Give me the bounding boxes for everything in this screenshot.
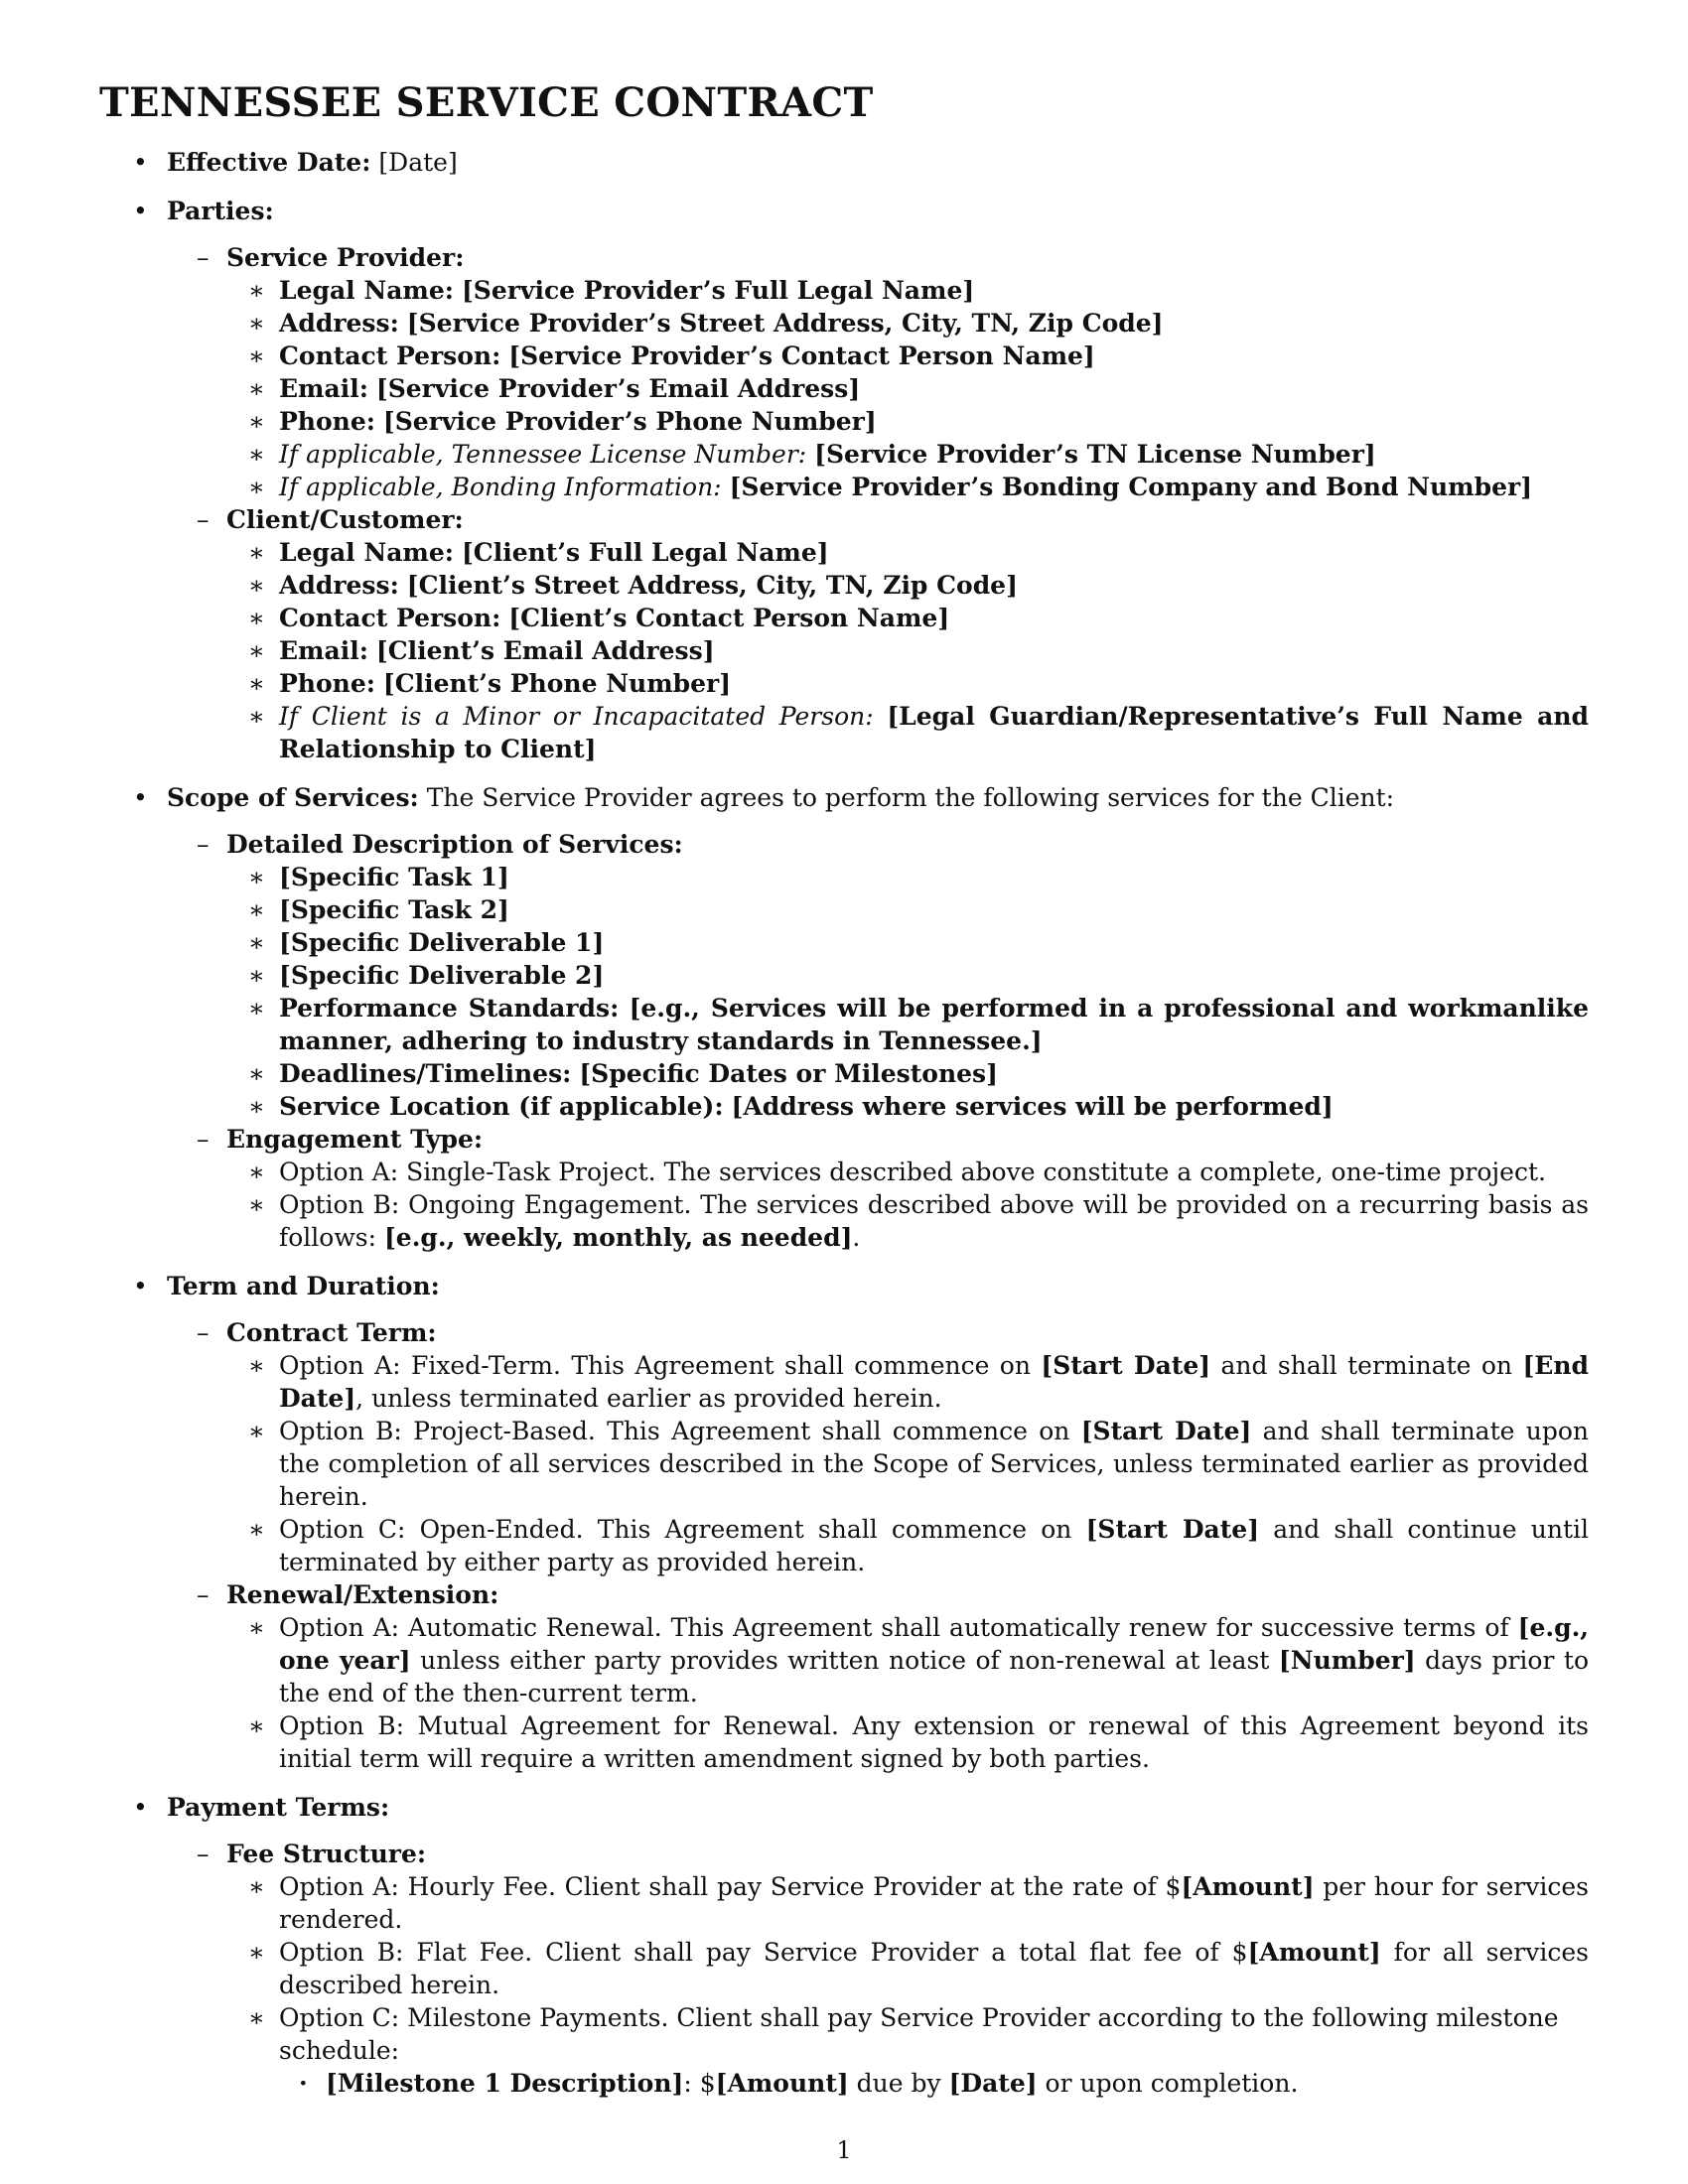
scope-heading: Scope of Services: — [167, 783, 419, 812]
service-provider-group — [167, 241, 1589, 503]
performance-standards: ∗ Performance Standards: [e.g., Services will be performed in a professional and workmanlike manner, adhering to industry standards in Tennessee.] — [226, 992, 1589, 1057]
effective-date-value: [Date] — [378, 148, 458, 177]
engagement-type-group — [167, 1123, 1589, 1254]
renewal-group — [167, 1578, 1589, 1775]
term-heading: Term and Duration: — [167, 1272, 440, 1300]
fee-structure-heading: Fee Structure: — [226, 1840, 427, 1868]
fee-option-c: ∗ Option C: Milestone Payments. Client shall pay Service Provider according to the following milestone schedule: · [Milestone 1 Description]: $[Amount] due by [Date] or upon completion. — [226, 2001, 1589, 2100]
fee-option-a: ∗ Option A: Hourly Fee. Client shall pay Service Provider at the rate of $[Amount] per hour for services rendered. — [226, 1870, 1589, 1936]
service-location: ∗ Service Location (if applicable): [Address where services will be performed] — [226, 1090, 1589, 1123]
parties-section — [99, 195, 1589, 765]
engagement-option-b: ∗ Option B: Ongoing Engagement. The services described above will be provided on a recurring basis as follows: [e.g., weekly, monthly, as needed]. — [226, 1188, 1589, 1254]
client-contact: ∗ Contact Person: [Client’s Contact Person Name] — [226, 602, 1589, 634]
term-option-a: ∗ Option A: Fixed-Term. This Agreement shall commence on [Start Date] and shall terminate on [End Date], unless terminated earlier as provided herein. — [226, 1349, 1589, 1415]
client-phone: ∗ Phone: [Client’s Phone Number] — [226, 667, 1589, 700]
provider-bonding: ∗ If applicable, Bonding Information: [Service Provider’s Bonding Company and Bond Number] — [226, 471, 1589, 503]
client-guardian: ∗ If Client is a Minor or Incapacitated Person: [Legal Guardian/Representative’s Full Name and Relationship to Client] — [226, 700, 1589, 765]
term-section — [99, 1270, 1589, 1775]
milestone-1: · [Milestone 1 Description]: $[Amount] due by [Date] or upon completion. — [279, 2067, 1589, 2100]
engagement-option-a: ∗ Option A: Single-Task Project. The services described above constitute a complete, one-time project. — [226, 1156, 1589, 1188]
payment-heading: Payment Terms: — [167, 1793, 390, 1822]
parties-heading: Parties: — [167, 197, 274, 225]
provider-legal-name: ∗ Legal Name: [Service Provider’s Full Legal Name] — [226, 274, 1589, 307]
renewal-option-b: ∗ Option B: Mutual Agreement for Renewal. Any extension or renewal of this Agreement beyond its initial term will require a written amendment signed by both parties. — [226, 1709, 1589, 1775]
service-provider-heading: Service Provider: — [226, 243, 465, 272]
renewal-option-a: ∗ Option A: Automatic Renewal. This Agreement shall automatically renew for successive terms of [e.g., one year] unless either party provides written notice of non-renewal at least [Number] days prior to the end of the then-current term. — [226, 1611, 1589, 1709]
term-option-c: ∗ Option C: Open-Ended. This Agreement shall commence on [Start Date] and shall continue until terminated by either party as provided herein. — [226, 1513, 1589, 1578]
engagement-type-heading: Engagement Type: — [226, 1125, 484, 1154]
fee-structure-group — [167, 1838, 1589, 2100]
contract-sections — [99, 146, 1589, 2100]
specific-deliverable-1: ∗ [Specific Deliverable 1] — [226, 926, 1589, 959]
contract-term-heading: Contract Term: — [226, 1318, 437, 1347]
detailed-description-group — [167, 828, 1589, 1123]
renewal-heading: Renewal/Extension: — [226, 1580, 499, 1609]
fee-option-b: ∗ Option B: Flat Fee. Client shall pay Service Provider a total flat fee of $[Amount] for all services described herein. — [226, 1936, 1589, 2001]
provider-license: ∗ If applicable, Tennessee License Number: [Service Provider’s TN License Number] — [226, 438, 1589, 471]
client-legal-name: ∗ Legal Name: [Client’s Full Legal Name] — [226, 536, 1589, 569]
provider-contact: ∗ Contact Person: [Service Provider’s Contact Person Name] — [226, 340, 1589, 372]
effective-date-item — [99, 146, 1589, 179]
specific-deliverable-2: ∗ [Specific Deliverable 2] — [226, 959, 1589, 992]
document-page — [99, 79, 1589, 2116]
client-group — [167, 503, 1589, 765]
client-heading: Client/Customer: — [226, 505, 464, 534]
client-email: ∗ Email: [Client’s Email Address] — [226, 634, 1589, 667]
term-option-b: ∗ Option B: Project-Based. This Agreement shall commence on [Start Date] and shall terminate upon the completion of all services described in the Scope of Services, unless terminated earlier as provided herein. — [226, 1415, 1589, 1513]
detailed-description-heading: Detailed Description of Services: — [226, 830, 683, 859]
contract-term-group — [167, 1316, 1589, 1578]
scope-intro: The Service Provider agrees to perform the following services for the Client: — [426, 783, 1395, 812]
effective-date-label: Effective Date: — [167, 148, 371, 177]
specific-task-2: ∗ [Specific Task 2] — [226, 893, 1589, 926]
document-title: TENNESSEE SERVICE CONTRACT — [99, 79, 874, 126]
deadlines-timelines: ∗ Deadlines/Timelines: [Specific Dates or Milestones] — [226, 1057, 1589, 1090]
provider-phone: ∗ Phone: [Service Provider’s Phone Number] — [226, 405, 1589, 438]
scope-section — [99, 781, 1589, 1254]
page-number: 1 — [836, 2136, 852, 2164]
provider-email: ∗ Email: [Service Provider’s Email Address] — [226, 372, 1589, 405]
provider-address: ∗ Address: [Service Provider’s Street Address, City, TN, Zip Code] — [226, 307, 1589, 340]
specific-task-1: ∗ [Specific Task 1] — [226, 861, 1589, 893]
payment-section — [99, 1791, 1589, 2100]
client-address: ∗ Address: [Client’s Street Address, City, TN, Zip Code] — [226, 569, 1589, 602]
